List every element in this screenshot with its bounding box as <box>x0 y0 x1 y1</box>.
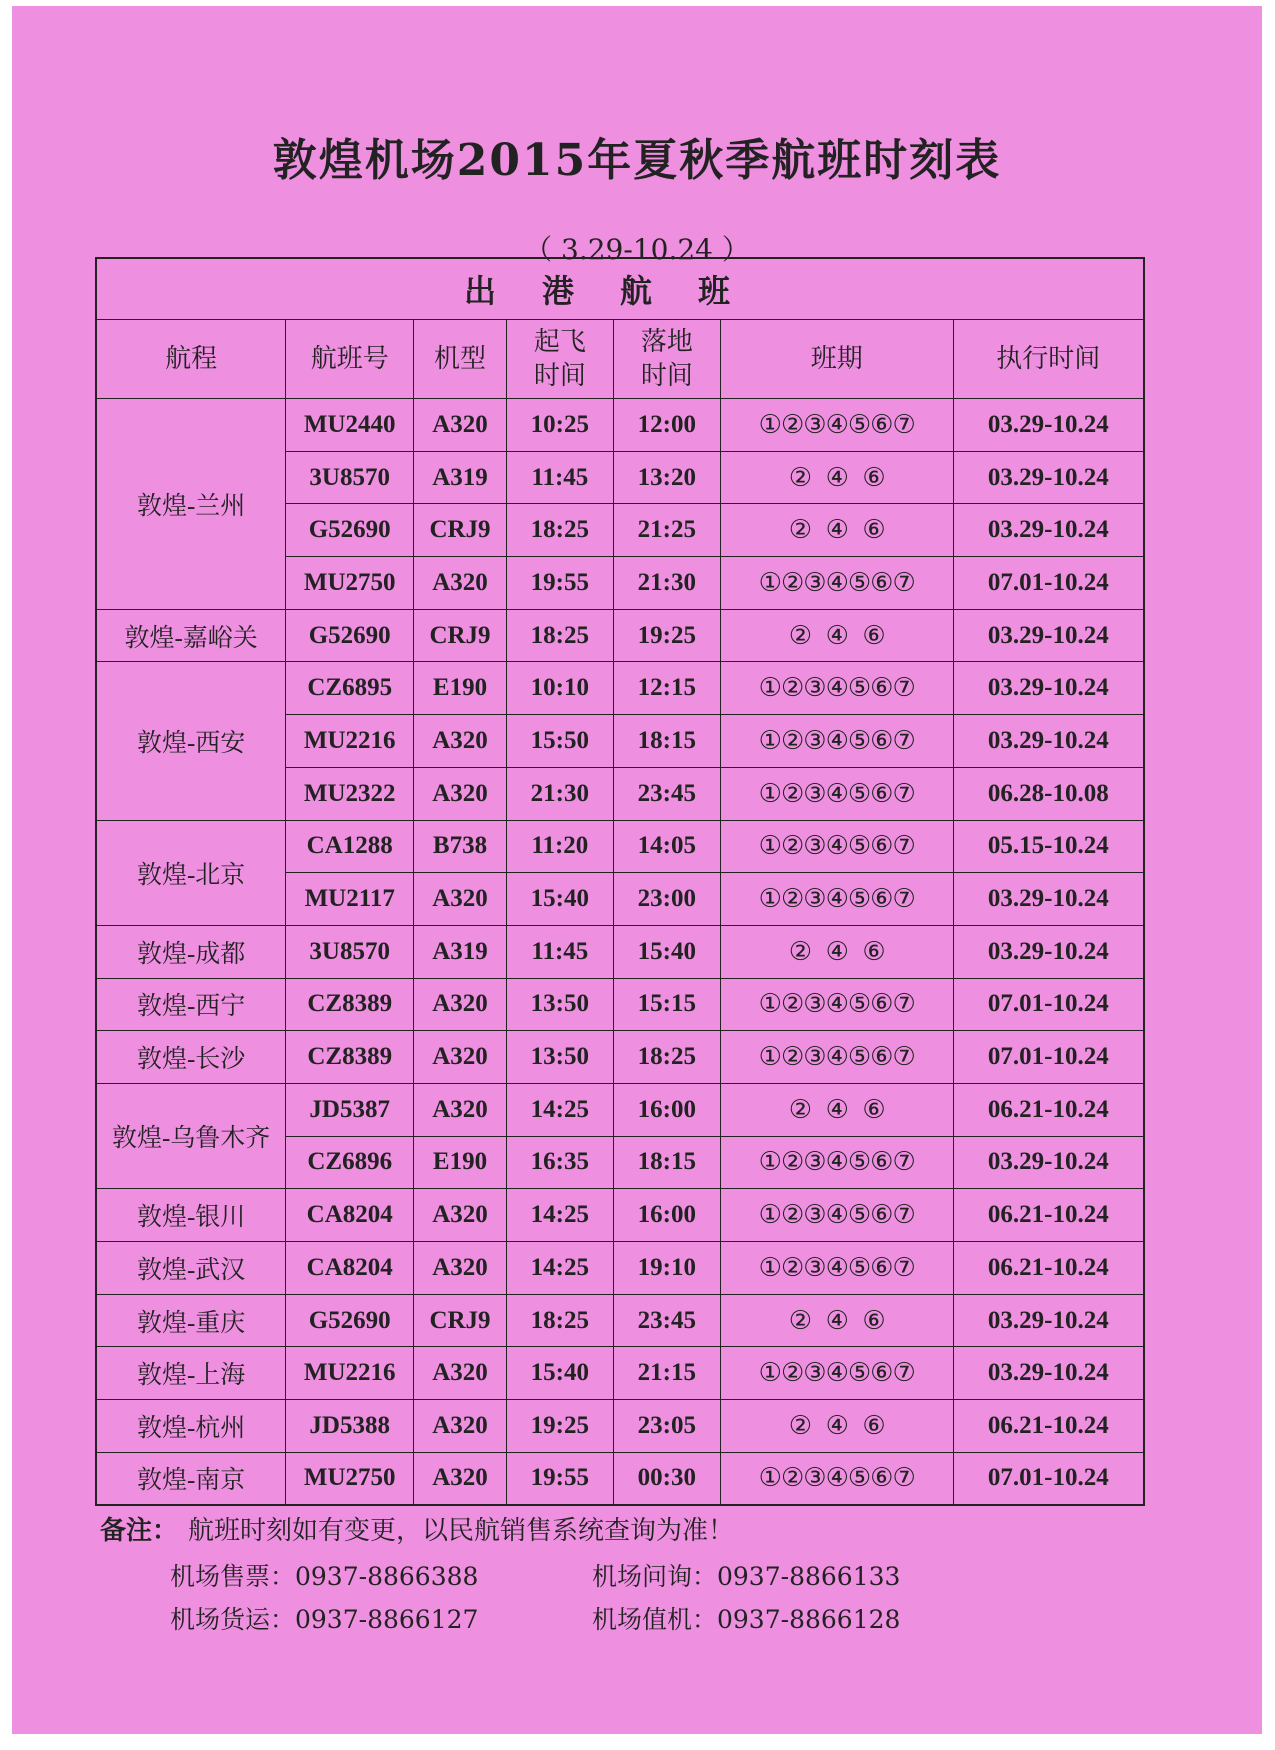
aircraft-type-cell: B738 <box>414 820 507 873</box>
col-header-aircraft: 机型 <box>414 320 507 399</box>
operating-days-cell: ①②③④⑤⑥⑦ <box>720 399 953 452</box>
flight-number-cell: 3U8570 <box>286 451 414 504</box>
aircraft-type-cell: E190 <box>414 662 507 715</box>
route-cell: 敦煌-南京 <box>96 1452 286 1505</box>
departure-time-cell: 10:10 <box>506 662 613 715</box>
aircraft-type-cell: A320 <box>414 873 507 926</box>
aircraft-type-cell: A320 <box>414 1452 507 1505</box>
operating-days-cell: ② ④ ⑥ <box>720 925 953 978</box>
column-header-row <box>96 320 1144 399</box>
departure-time-cell: 15:50 <box>506 715 613 768</box>
operating-days-cell: ② ④ ⑥ <box>720 1400 953 1453</box>
flight-number-cell: MU2750 <box>286 1452 414 1505</box>
table-row <box>96 1189 1144 1242</box>
aircraft-type-cell: E190 <box>414 1136 507 1189</box>
effective-period-cell: 06.28-10.08 <box>953 767 1144 820</box>
departure-time-cell: 18:25 <box>506 504 613 557</box>
col-header-days: 班期 <box>720 320 953 399</box>
effective-period-cell: 05.15-10.24 <box>953 820 1144 873</box>
operating-days-cell: ①②③④⑤⑥⑦ <box>720 767 953 820</box>
departure-time-cell: 10:25 <box>506 399 613 452</box>
arrival-time-cell: 16:00 <box>613 1083 720 1136</box>
departure-time-cell: 13:50 <box>506 1031 613 1084</box>
contact-inquiry: 机场问询：0937-8866133 <box>592 1562 901 1591</box>
effective-period-cell: 03.29-10.24 <box>953 1136 1144 1189</box>
route-cell: 敦煌-嘉峪关 <box>96 609 286 662</box>
arrival-time-cell: 15:40 <box>613 925 720 978</box>
col-header-route: 航程 <box>96 320 286 399</box>
route-cell: 敦煌-西安 <box>96 662 286 820</box>
flight-number-cell: CZ6895 <box>286 662 414 715</box>
table-row <box>96 662 1144 715</box>
aircraft-type-cell: A320 <box>414 1242 507 1295</box>
arrival-time-cell: 21:25 <box>613 504 720 557</box>
operating-days-cell: ①②③④⑤⑥⑦ <box>720 1347 953 1400</box>
arrival-time-cell: 12:00 <box>613 399 720 452</box>
departure-time-cell: 15:40 <box>506 873 613 926</box>
departure-time-cell: 11:20 <box>506 820 613 873</box>
aircraft-type-cell: CRJ9 <box>414 609 507 662</box>
aircraft-type-cell: CRJ9 <box>414 1294 507 1347</box>
contact-cargo: 机场货运：0937-8866127 <box>170 1605 479 1634</box>
operating-days-cell: ② ④ ⑥ <box>720 1294 953 1347</box>
table-row <box>96 1031 1144 1084</box>
aircraft-type-cell: A320 <box>414 1189 507 1242</box>
aircraft-type-cell: A320 <box>414 715 507 768</box>
flight-number-cell: CZ6896 <box>286 1136 414 1189</box>
table-row <box>96 1242 1144 1295</box>
departure-time-cell: 15:40 <box>506 1347 613 1400</box>
flight-number-cell: CA8204 <box>286 1242 414 1295</box>
route-cell: 敦煌-北京 <box>96 820 286 925</box>
notes-label: 备注： <box>100 1516 179 1546</box>
arrival-time-cell: 23:45 <box>613 767 720 820</box>
departure-time-cell: 11:45 <box>506 451 613 504</box>
route-cell: 敦煌-西宁 <box>96 978 286 1031</box>
route-cell: 敦煌-杭州 <box>96 1400 286 1453</box>
table-row <box>96 609 1144 662</box>
departure-time-cell: 19:55 <box>506 557 613 610</box>
col-header-arr-label: 落地时间 <box>640 327 693 390</box>
flight-number-cell: 3U8570 <box>286 925 414 978</box>
effective-period-cell: 03.29-10.24 <box>953 715 1144 768</box>
arrival-time-cell: 23:05 <box>613 1400 720 1453</box>
arrival-time-cell: 21:15 <box>613 1347 720 1400</box>
flight-number-cell: MU2750 <box>286 557 414 610</box>
aircraft-type-cell: A320 <box>414 399 507 452</box>
arrival-time-cell: 18:15 <box>613 715 720 768</box>
flight-number-cell: CZ8389 <box>286 1031 414 1084</box>
aircraft-type-cell: A319 <box>414 925 507 978</box>
departures-banner: 出港航班 <box>96 258 1144 320</box>
effective-period-cell: 03.29-10.24 <box>953 1294 1144 1347</box>
arrival-time-cell: 15:15 <box>613 978 720 1031</box>
arrival-time-cell: 14:05 <box>613 820 720 873</box>
date-range-subtitle: （ 3.29-10.24 ） <box>524 233 750 266</box>
aircraft-type-cell: A320 <box>414 557 507 610</box>
flight-number-cell: G52690 <box>286 1294 414 1347</box>
arrival-time-cell: 23:00 <box>613 873 720 926</box>
route-cell: 敦煌-重庆 <box>96 1294 286 1347</box>
departure-time-cell: 18:25 <box>506 1294 613 1347</box>
route-cell: 敦煌-上海 <box>96 1347 286 1400</box>
aircraft-type-cell: CRJ9 <box>414 504 507 557</box>
effective-period-cell: 07.01-10.24 <box>953 557 1144 610</box>
col-header-period: 执行时间 <box>953 320 1144 399</box>
flight-number-cell: MU2216 <box>286 1347 414 1400</box>
arrival-time-cell: 19:25 <box>613 609 720 662</box>
notes-section <box>100 1510 1200 1547</box>
operating-days-cell: ①②③④⑤⑥⑦ <box>720 715 953 768</box>
flight-number-cell: JD5388 <box>286 1400 414 1453</box>
aircraft-type-cell: A320 <box>414 1347 507 1400</box>
operating-days-cell: ①②③④⑤⑥⑦ <box>720 978 953 1031</box>
effective-period-cell: 03.29-10.24 <box>953 873 1144 926</box>
table-row <box>96 1400 1144 1453</box>
col-header-flight: 航班号 <box>286 320 414 399</box>
table-row <box>96 820 1144 873</box>
route-cell: 敦煌-长沙 <box>96 1031 286 1084</box>
effective-period-cell: 03.29-10.24 <box>953 399 1144 452</box>
departure-time-cell: 11:45 <box>506 925 613 978</box>
effective-period-cell: 03.29-10.24 <box>953 1347 1144 1400</box>
effective-period-cell: 07.01-10.24 <box>953 978 1144 1031</box>
contact-checkin: 机场值机：0937-8866128 <box>592 1605 901 1634</box>
departure-time-cell: 18:25 <box>506 609 613 662</box>
col-header-arr <box>613 320 720 399</box>
departure-schedule-table <box>95 257 1145 1506</box>
operating-days-cell: ①②③④⑤⑥⑦ <box>720 1452 953 1505</box>
flight-number-cell: G52690 <box>286 504 414 557</box>
departure-time-cell: 14:25 <box>506 1242 613 1295</box>
effective-period-cell: 06.21-10.24 <box>953 1083 1144 1136</box>
arrival-time-cell: 13:20 <box>613 451 720 504</box>
departure-time-cell: 19:25 <box>506 1400 613 1453</box>
table-row <box>96 399 1144 452</box>
operating-days-cell: ①②③④⑤⑥⑦ <box>720 1031 953 1084</box>
arrival-time-cell: 18:15 <box>613 1136 720 1189</box>
aircraft-type-cell: A320 <box>414 978 507 1031</box>
arrival-time-cell: 23:45 <box>613 1294 720 1347</box>
aircraft-type-cell: A320 <box>414 1400 507 1453</box>
route-cell: 敦煌-银川 <box>96 1189 286 1242</box>
effective-period-cell: 03.29-10.24 <box>953 609 1144 662</box>
aircraft-type-cell: A320 <box>414 767 507 820</box>
flight-number-cell: CA8204 <box>286 1189 414 1242</box>
departure-time-cell: 16:35 <box>506 1136 613 1189</box>
departure-time-cell: 21:30 <box>506 767 613 820</box>
flight-number-cell: G52690 <box>286 609 414 662</box>
effective-period-cell: 06.21-10.24 <box>953 1400 1144 1453</box>
route-cell: 敦煌-成都 <box>96 925 286 978</box>
aircraft-type-cell: A319 <box>414 451 507 504</box>
flight-number-cell: CZ8389 <box>286 978 414 1031</box>
flight-number-cell: MU2440 <box>286 399 414 452</box>
table-row <box>96 1452 1144 1505</box>
departure-time-cell: 19:55 <box>506 1452 613 1505</box>
table-row <box>96 1294 1144 1347</box>
operating-days-cell: ② ④ ⑥ <box>720 1083 953 1136</box>
effective-period-cell: 03.29-10.24 <box>953 504 1144 557</box>
effective-period-cell: 03.29-10.24 <box>953 662 1144 715</box>
operating-days-cell: ② ④ ⑥ <box>720 609 953 662</box>
effective-period-cell: 06.21-10.24 <box>953 1242 1144 1295</box>
table-row <box>96 1347 1144 1400</box>
operating-days-cell: ② ④ ⑥ <box>720 451 953 504</box>
table-row <box>96 978 1144 1031</box>
notes-text: 航班时刻如有变更，以民航销售系统查询为准！ <box>188 1516 735 1546</box>
route-cell: 敦煌-兰州 <box>96 399 286 610</box>
operating-days-cell: ①②③④⑤⑥⑦ <box>720 1189 953 1242</box>
effective-period-cell: 06.21-10.24 <box>953 1189 1144 1242</box>
effective-period-cell: 07.01-10.24 <box>953 1031 1144 1084</box>
flight-number-cell: MU2216 <box>286 715 414 768</box>
operating-days-cell: ①②③④⑤⑥⑦ <box>720 557 953 610</box>
flight-number-cell: CA1288 <box>286 820 414 873</box>
col-header-dep <box>506 320 613 399</box>
arrival-time-cell: 16:00 <box>613 1189 720 1242</box>
arrival-time-cell: 12:15 <box>613 662 720 715</box>
page-title: 敦煌机场2015年夏秋季航班时刻表 <box>272 135 1002 186</box>
effective-period-cell: 07.01-10.24 <box>953 1452 1144 1505</box>
operating-days-cell: ①②③④⑤⑥⑦ <box>720 1242 953 1295</box>
arrival-time-cell: 21:30 <box>613 557 720 610</box>
col-header-dep-label: 起飞时间 <box>533 327 586 390</box>
operating-days-cell: ①②③④⑤⑥⑦ <box>720 1136 953 1189</box>
route-cell: 敦煌-武汉 <box>96 1242 286 1295</box>
effective-period-cell: 03.29-10.24 <box>953 925 1144 978</box>
departure-time-cell: 14:25 <box>506 1189 613 1242</box>
operating-days-cell: ② ④ ⑥ <box>720 504 953 557</box>
aircraft-type-cell: A320 <box>414 1083 507 1136</box>
route-cell: 敦煌-乌鲁木齐 <box>96 1083 286 1188</box>
departure-time-cell: 13:50 <box>506 978 613 1031</box>
effective-period-cell: 03.29-10.24 <box>953 451 1144 504</box>
flight-number-cell: MU2117 <box>286 873 414 926</box>
operating-days-cell: ①②③④⑤⑥⑦ <box>720 873 953 926</box>
operating-days-cell: ①②③④⑤⑥⑦ <box>720 662 953 715</box>
flight-number-cell: JD5387 <box>286 1083 414 1136</box>
arrival-time-cell: 19:10 <box>613 1242 720 1295</box>
departure-time-cell: 14:25 <box>506 1083 613 1136</box>
contact-ticket: 机场售票：0937-8866388 <box>170 1562 479 1591</box>
aircraft-type-cell: A320 <box>414 1031 507 1084</box>
arrival-time-cell: 18:25 <box>613 1031 720 1084</box>
table-row <box>96 1083 1144 1136</box>
arrival-time-cell: 00:30 <box>613 1452 720 1505</box>
flight-number-cell: MU2322 <box>286 767 414 820</box>
operating-days-cell: ①②③④⑤⑥⑦ <box>720 820 953 873</box>
table-row <box>96 925 1144 978</box>
